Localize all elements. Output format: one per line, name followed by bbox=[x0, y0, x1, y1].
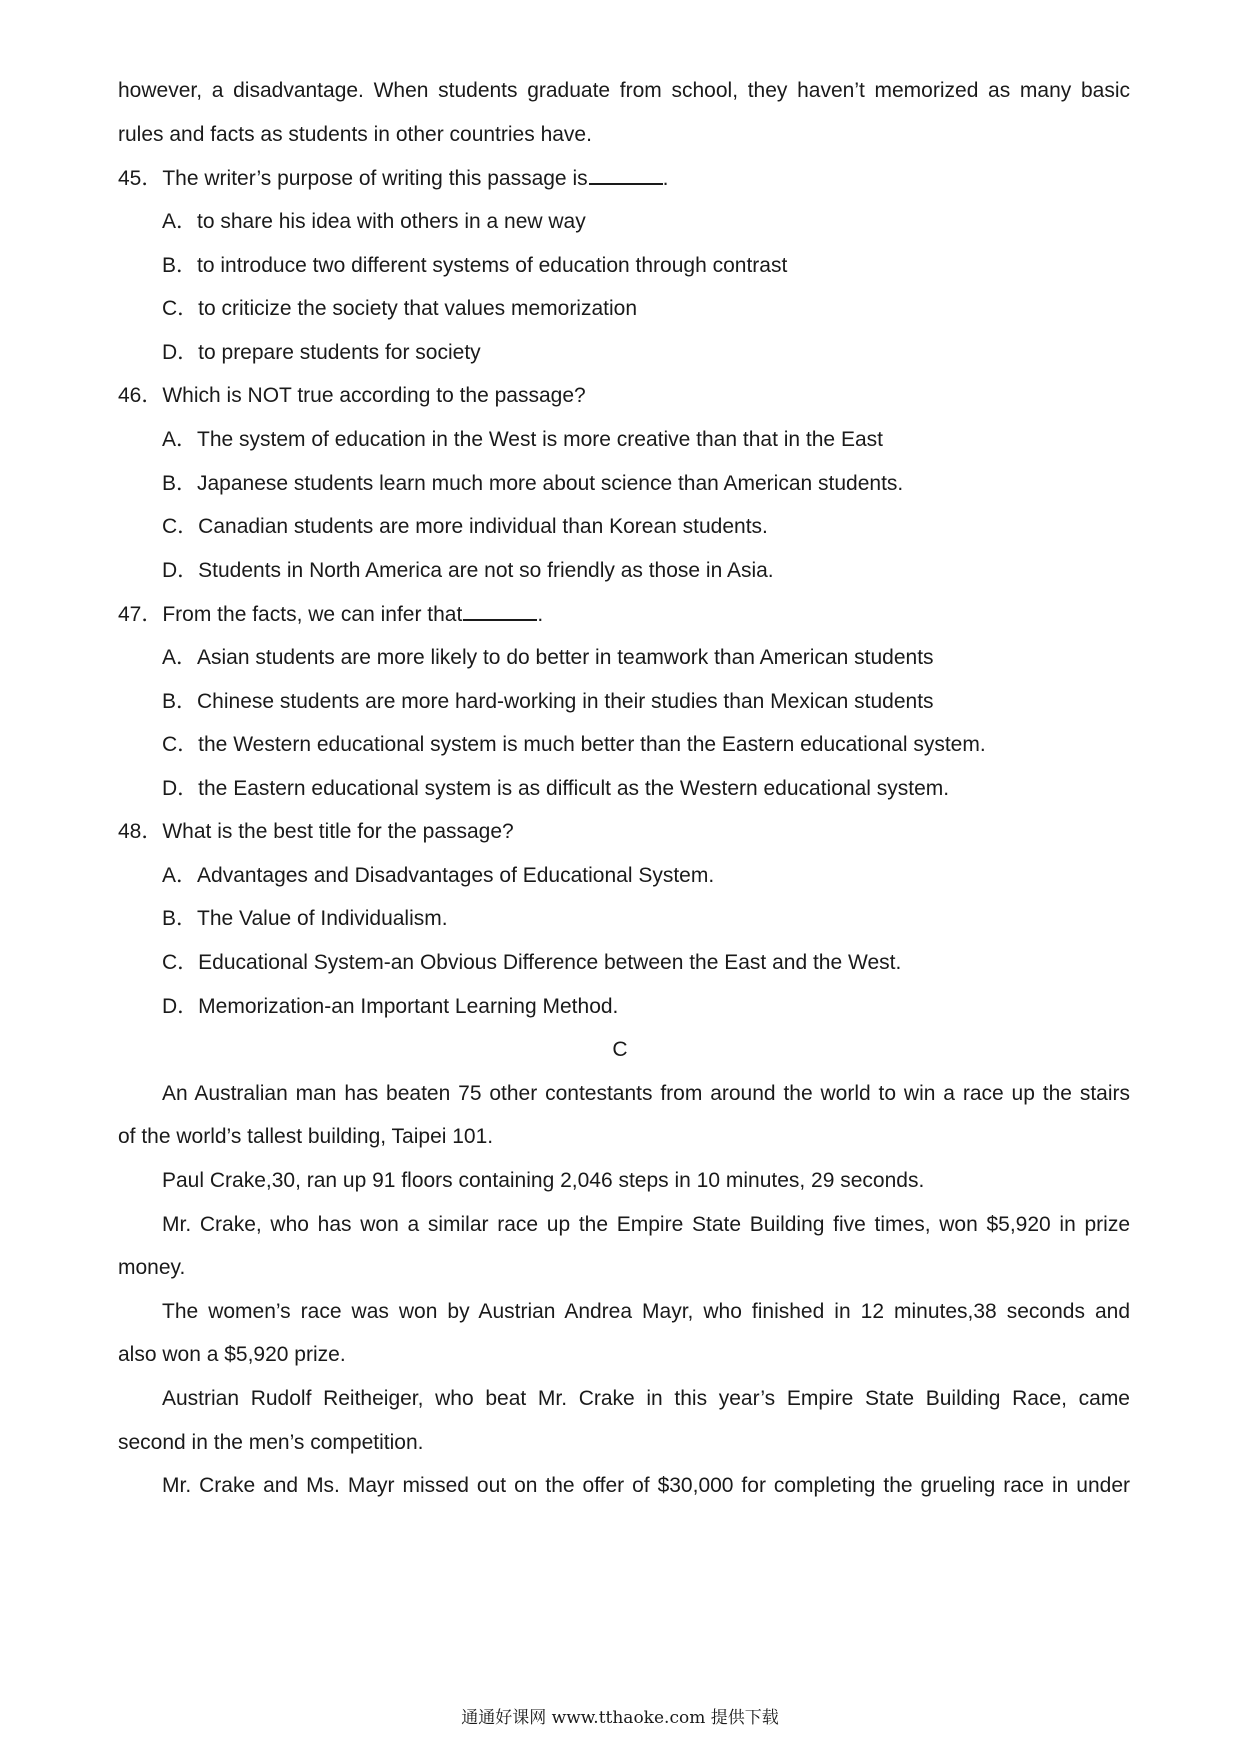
question-46-option-b: B．Japanese students learn much more about science than American students. bbox=[162, 472, 904, 495]
passage-c-p5-line-1: Austrian Rudolf Reitheiger, who beat Mr. Crake in this year’s Empire State Building Race, came bbox=[162, 1387, 1130, 1410]
passage-c-p4-line-2: also won a $5,920 prize. bbox=[118, 1343, 346, 1366]
question-47-option-d: D．the Eastern educational system is as difficult as the Western educational system. bbox=[162, 777, 950, 800]
question-48-option-b: B．The Value of Individualism. bbox=[162, 907, 448, 930]
passage-c-p6-line-1: Mr. Crake and Ms. Mayr missed out on the offer of $30,000 for completing the grueling race in under bbox=[162, 1474, 1130, 1497]
answer-blank bbox=[463, 599, 537, 621]
question-48-option-c: C．Educational System-an Obvious Difference between the East and the West. bbox=[162, 951, 902, 974]
question-text-end: . bbox=[537, 603, 544, 626]
answer-blank bbox=[589, 163, 663, 185]
question-45-option-c: C．to criticize the society that values memorization bbox=[162, 297, 638, 320]
question-text: Which is NOT true according to the passage? bbox=[162, 384, 586, 407]
passage-b-line-1: however, a disadvantage. When students graduate from school, they haven’t memorized as many basic bbox=[118, 79, 1130, 102]
question-47-option-a: A．Asian students are more likely to do better in teamwork than American students bbox=[162, 646, 934, 669]
passage-b-line-2: rules and facts as students in other countries have. bbox=[118, 123, 592, 146]
question-47-stem bbox=[118, 599, 1130, 630]
question-48-option-a: A．Advantages and Disadvantages of Educational System. bbox=[162, 864, 715, 887]
passage-c-p3-line-1: Mr. Crake, who has won a similar race up the Empire State Building five times, won $5,920 in prize bbox=[162, 1213, 1130, 1236]
question-text-end: . bbox=[662, 167, 669, 190]
question-46-stem bbox=[118, 381, 1130, 411]
question-48-stem bbox=[118, 817, 1130, 847]
question-46-option-a: A．The system of education in the West is more creative than that in the East bbox=[162, 428, 883, 451]
question-45-stem bbox=[118, 163, 1130, 194]
question-48-option-d: D．Memorization-an Important Learning Method. bbox=[162, 995, 619, 1018]
page-footer: 通通好课网 www.tthaoke.com 提供下载 bbox=[461, 1708, 779, 1728]
question-number: 45． bbox=[118, 167, 163, 190]
question-45-option-d: D．to prepare students for society bbox=[162, 341, 481, 364]
question-number: 46． bbox=[118, 384, 163, 407]
passage-c-p3-line-2: money. bbox=[118, 1256, 186, 1279]
passage-c-p4-line-1: The women’s race was won by Austrian Andrea Mayr, who finished in 12 minutes,38 seconds and bbox=[162, 1300, 1130, 1323]
question-number: 47． bbox=[118, 603, 163, 626]
passage-c-p1-line-1: An Australian man has beaten 75 other contestants from around the world to win a race up the stairs bbox=[162, 1082, 1130, 1105]
question-45-option-b: B．to introduce two different systems of education through contrast bbox=[162, 254, 788, 277]
question-text: What is the best title for the passage? bbox=[162, 820, 514, 843]
question-47-option-c: C．the Western educational system is much better than the Eastern educational system. bbox=[162, 733, 986, 756]
question-46-option-c: C．Canadian students are more individual than Korean students. bbox=[162, 515, 768, 538]
question-46-option-d: D．Students in North America are not so friendly as those in Asia. bbox=[162, 559, 774, 582]
question-number: 48． bbox=[118, 820, 163, 843]
passage-c-p2: Paul Crake,30, ran up 91 floors containing 2,046 steps in 10 minutes, 29 seconds. bbox=[162, 1169, 925, 1192]
section-heading: C bbox=[612, 1038, 628, 1061]
passage-c-p1-line-2: of the world’s tallest building, Taipei 101. bbox=[118, 1125, 494, 1148]
question-45-option-a: A．to share his idea with others in a new way bbox=[162, 210, 586, 233]
question-text: From the facts, we can infer that bbox=[162, 603, 463, 626]
question-text: The writer’s purpose of writing this passage is bbox=[162, 167, 588, 190]
passage-c-p5-line-2: second in the men’s competition. bbox=[118, 1431, 424, 1454]
question-47-option-b: B．Chinese students are more hard-working in their studies than Mexican students bbox=[162, 690, 934, 713]
